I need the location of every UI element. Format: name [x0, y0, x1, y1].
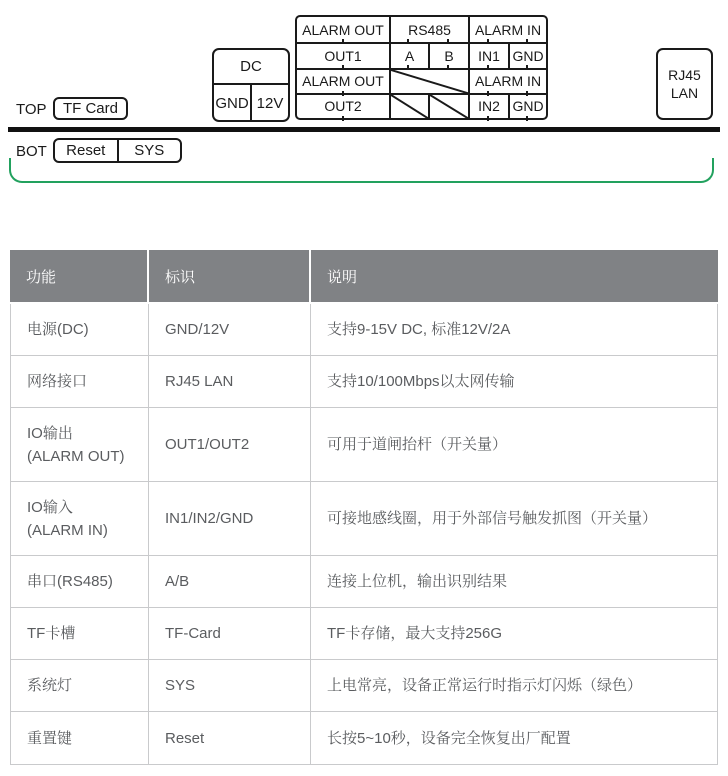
pin-tick	[342, 65, 344, 70]
reset-button-label: Reset	[66, 142, 106, 159]
rj45-line1: RJ45	[668, 67, 701, 83]
pin-12v: 12V	[250, 85, 288, 122]
spec-table	[10, 250, 718, 765]
unused-cell-slash	[389, 68, 468, 93]
cell-desc: 长按5~10秒，设备完全恢复出厂配置	[327, 729, 571, 747]
cell-func: IO输入	[27, 498, 73, 516]
pin-gnd-in1: GND	[508, 42, 546, 67]
rj45-line2: LAN	[670, 85, 699, 101]
pin-tick	[342, 116, 344, 121]
pin-tick	[342, 39, 344, 44]
cell-desc: 连接上位机，输出识别结果	[327, 573, 508, 590]
cell-func: IO输出	[27, 424, 73, 442]
pin-tick	[342, 91, 344, 96]
table-row	[11, 356, 717, 408]
pin-tick	[526, 39, 528, 44]
rj45-lan-port	[656, 48, 713, 120]
cell-desc: 可接地感线圈，用于外部信号触发抓图（开关量）	[327, 510, 658, 527]
cell-func: 串口(RS485)	[27, 573, 113, 590]
table-row	[11, 556, 717, 608]
table-row	[11, 304, 717, 356]
unused-cell-slash	[428, 93, 468, 118]
tf-card-slot: TF Card	[53, 97, 128, 120]
cell-desc: 可用于道闸抬杆（开关量）	[327, 436, 508, 453]
pin-tick	[526, 116, 528, 121]
pin-tick	[407, 39, 409, 44]
pin-b: B	[428, 42, 468, 67]
table-row	[11, 482, 717, 556]
pin-tick	[487, 65, 489, 70]
pin-tick	[487, 91, 489, 96]
table-row	[11, 608, 717, 660]
cell-func: TF卡槽	[27, 625, 76, 642]
header-id: 标识	[149, 250, 309, 302]
cell-func-line2: (ALARM IN)	[27, 521, 108, 539]
pin-out1: OUT1	[297, 42, 389, 67]
cell-id: OUT1/OUT2	[165, 436, 250, 453]
cell-id: A/B	[165, 573, 190, 590]
pin-tick	[447, 65, 449, 70]
cell-func: 电源(DC)	[27, 321, 89, 338]
pin-tick	[487, 116, 489, 121]
pin-in1: IN1	[468, 42, 508, 67]
cell-id: RJ45 LAN	[165, 373, 234, 390]
cell-id: GND/12V	[165, 321, 230, 338]
cell-func-line2: (ALARM OUT)	[27, 447, 125, 465]
dc-power-block	[212, 48, 290, 122]
pin-tick	[447, 39, 449, 44]
cell-desc: TF卡存储，最大支持256G	[327, 625, 503, 642]
pin-tick	[487, 39, 489, 44]
board-divider-line	[8, 127, 720, 132]
device-outline-green	[9, 158, 714, 183]
cell-id: SYS	[165, 677, 196, 694]
alarm-out1-header: ALARM OUT	[302, 21, 384, 38]
cell-desc: 支持9-15V DC, 标准12V/2A	[327, 321, 511, 338]
cell-id: IN1/IN2/GND	[165, 510, 254, 527]
rs485-header: RS485	[389, 17, 468, 42]
alarm-in2-header: ALARM IN	[468, 68, 546, 93]
alarm-in1-header: ALARM IN	[468, 17, 546, 42]
pin-tick	[526, 91, 528, 96]
header-desc: 说明	[311, 250, 718, 302]
pin-tick	[407, 65, 409, 70]
alarm-out2-header: ALARM OUT	[297, 68, 389, 93]
cell-id: Reset	[165, 729, 205, 747]
bot-side-label: BOT	[16, 143, 47, 160]
cell-desc: 上电常亮，设备正常运行时指示灯闪烁（绿色）	[327, 677, 643, 694]
pin-in2: IN2	[468, 93, 508, 118]
cell-desc: 支持10/100Mbps以太网传输	[327, 373, 515, 390]
table-row	[11, 408, 717, 482]
cell-func: 重置键	[27, 729, 73, 747]
pin-gnd-dc: GND	[215, 95, 249, 112]
sys-led-label: SYS	[117, 140, 181, 161]
cell-id: TF-Card	[165, 625, 221, 642]
table-row	[11, 660, 717, 712]
dc-label: DC	[240, 58, 262, 75]
top-side-label: TOP	[16, 101, 47, 118]
table-row	[11, 712, 717, 764]
header-func: 功能	[10, 250, 147, 302]
pin-gnd-in2: GND	[508, 93, 546, 118]
alarm-terminal-grid	[295, 15, 548, 120]
cell-func: 系统灯	[27, 677, 73, 694]
table-header-row	[10, 250, 718, 302]
pin-tick	[526, 65, 528, 70]
pin-a: A	[389, 42, 428, 67]
pin-out2: OUT2	[297, 93, 389, 118]
unused-cell-slash	[389, 93, 428, 118]
table-body	[10, 304, 718, 765]
cell-func: 网络接口	[27, 373, 88, 390]
